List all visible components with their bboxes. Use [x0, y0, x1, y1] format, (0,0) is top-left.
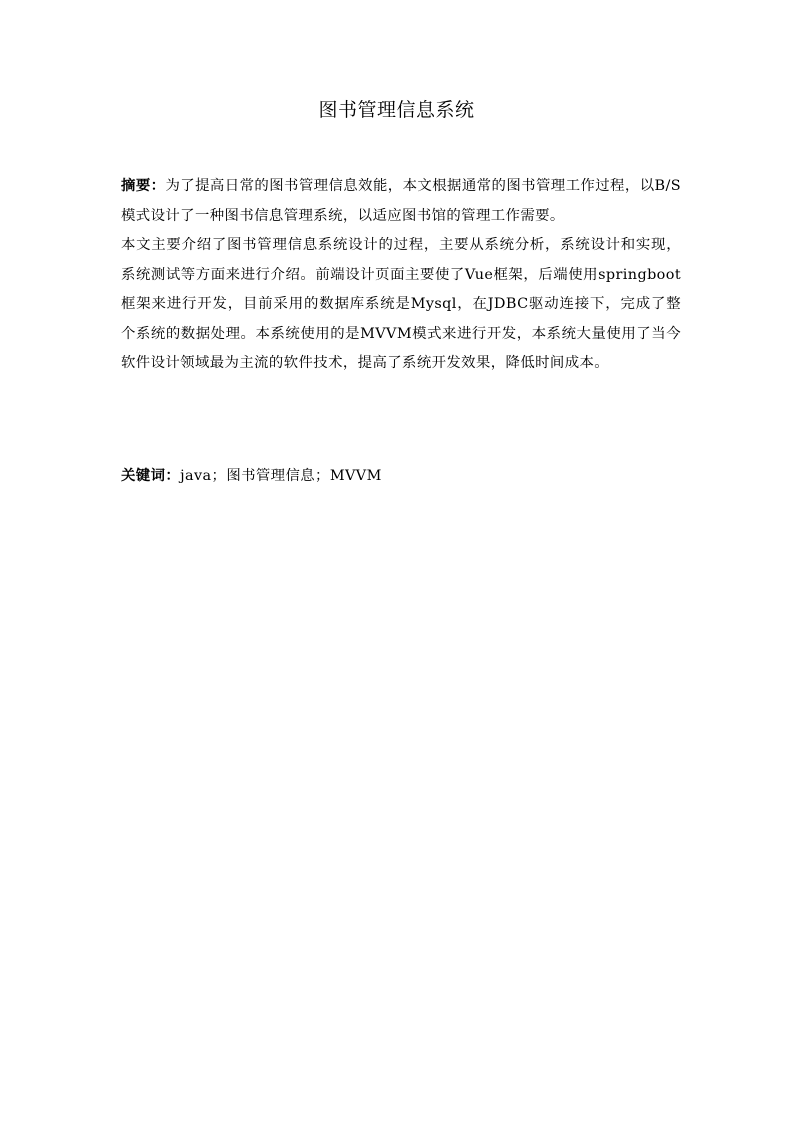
abstract-label: 摘要：: [121, 178, 166, 194]
keywords-label: 关键词：: [121, 468, 181, 484]
keywords-section: [121, 462, 681, 491]
abstract-section: [121, 172, 681, 379]
abstract-paragraph-2: 本文主要介绍了图书管理信息系统设计的过程，主要从系统分析，系统设计和实现，系统测试等方面来进行介绍。前端设计页面主要使了Vue框架，后端使用springboot框架来进行开发，目前采用的数据库系统是Mysql，在JDBC驱动连接下，完成了整个系统的数据处理。本系统使用的是MVVM模式来进行开发，本系统大量使用了当今软件设计领域最为主流的软件技术，提高了系统开发效果，降低时间成本。: [121, 237, 681, 371]
document-title: 图书管理信息系统: [318, 99, 475, 121]
abstract-text-1: 为了提高日常的图书管理信息效能，本文根据通常的图书管理工作过程，以B/S模式设计了一种图书信息管理系统，以适应图书馆的管理工作需要。: [121, 178, 682, 224]
keywords-text: java；图书管理信息；MVVM: [180, 468, 382, 484]
abstract-paragraph-1: [121, 172, 681, 231]
